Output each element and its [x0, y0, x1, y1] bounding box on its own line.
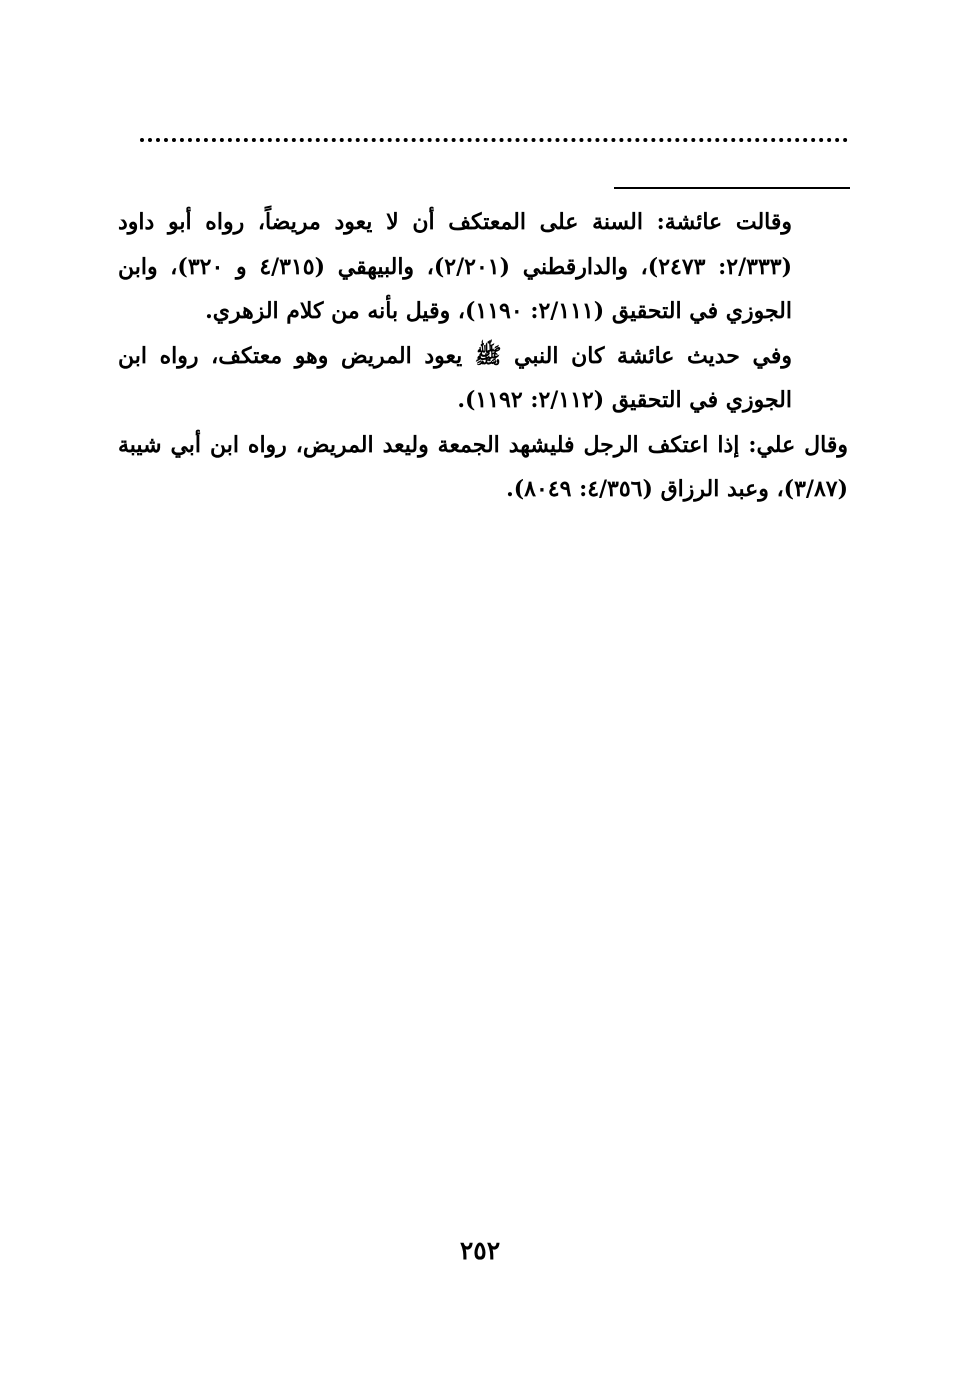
text-line: وقال علي: إذا اعتكف الرجل فليشهد الجمعة وليعد المريض، رواه ابن أبي شيبة — [118, 431, 848, 458]
footnote-text-block — [118, 200, 848, 512]
text-line: (٣/٨٧)، وعبد الرزاق (٤/٣٥٦: ٨٠٤٩). — [506, 476, 848, 502]
dotted-separator — [140, 138, 848, 142]
footnote-separator-line — [614, 187, 850, 189]
text-line: (٢/٣٣٣: ٢٤٧٣)، والدارقطني (٢/٢٠١)، والبيهقي (٤/٣١٥ و ٣٢٠)، وابن — [118, 253, 793, 280]
text-line: الجوزي في التحقيق (٢/١١٢: ١١٩٢). — [457, 387, 792, 413]
text-line: الجوزي في التحقيق (٢/١١١: ١١٩٠)، وقيل بأنه من كلام الزهري. — [205, 298, 792, 324]
paragraph-aisha-hadith — [118, 334, 848, 423]
paragraph-ali — [118, 423, 848, 512]
text-line: وفي حديث عائشة كان النبي ﷺ يعود المريض وهو معتكف، رواه ابن — [118, 342, 792, 369]
text-line: وقالت عائشة: السنة على المعتكف أن لا يعود مريضاً، رواه أبو داود — [118, 209, 792, 235]
page-number: ٢٥٢ — [459, 1236, 501, 1265]
paragraph-aisha-sunnah — [118, 200, 848, 334]
